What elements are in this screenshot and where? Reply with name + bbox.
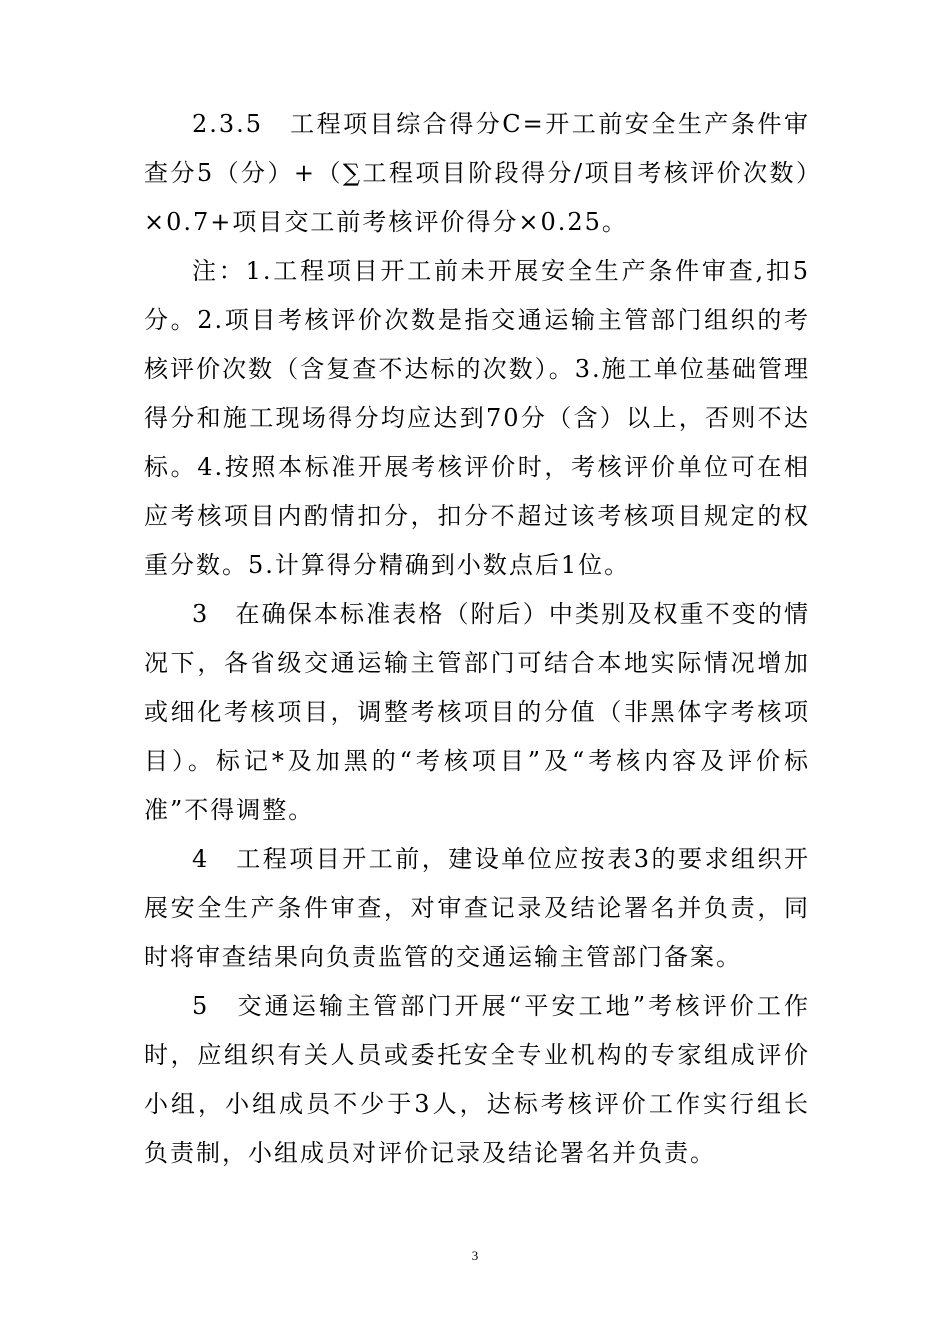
document-body — [144, 100, 810, 1178]
paragraph-clause-3: 3 在确保本标准表格（附后）中类别及权重不变的情况下，各省级交通运输主管部门可结合本地实际情况增加或细化考核项目，调整考核项目的分值（非黑体字考核项目）。标记*及加黑的“考核项目”及“考核内容及评价标准”不得调整。 — [144, 600, 810, 824]
page-number: 3 — [471, 1248, 479, 1263]
paragraph-clause-5: 5 交通运输主管部门开展“平安工地”考核评价工作时，应组织有关人员或委托安全专业机构的专家组成评价小组，小组成员不少于3人，达标考核评价工作实行组长负责制，小组成员对评价记录及结论署名并负责。 — [144, 992, 810, 1167]
paragraph-2-3-5: 2.3.5 工程项目综合得分C=开工前安全生产条件审查分5（分）+（∑工程项目阶段得分/项目考核评价次数）×0.7+项目交工前考核评价得分×0.25。 — [144, 110, 810, 236]
paragraph-notes: 注：1.工程项目开工前未开展安全生产条件审查,扣5分。2.项目考核评价次数是指交通运输主管部门组织的考核评价次数（含复查不达标的次数）。3.施工单位基础管理得分和施工现场得分均应达到70分（含）以上，否则不达标。4.按照本标准开展考核评价时，考核评价单位可在相应考核项目内酌情扣分，扣分不超过该考核项目规定的权重分数。5.计算得分精确到小数点后1位。 — [144, 257, 810, 579]
paragraph-clause-4: 4 工程项目开工前，建设单位应按表3的要求组织开展安全生产条件审查，对审查记录及结论署名并负责，同时将审查结果向负责监管的交通运输主管部门备案。 — [144, 845, 810, 971]
